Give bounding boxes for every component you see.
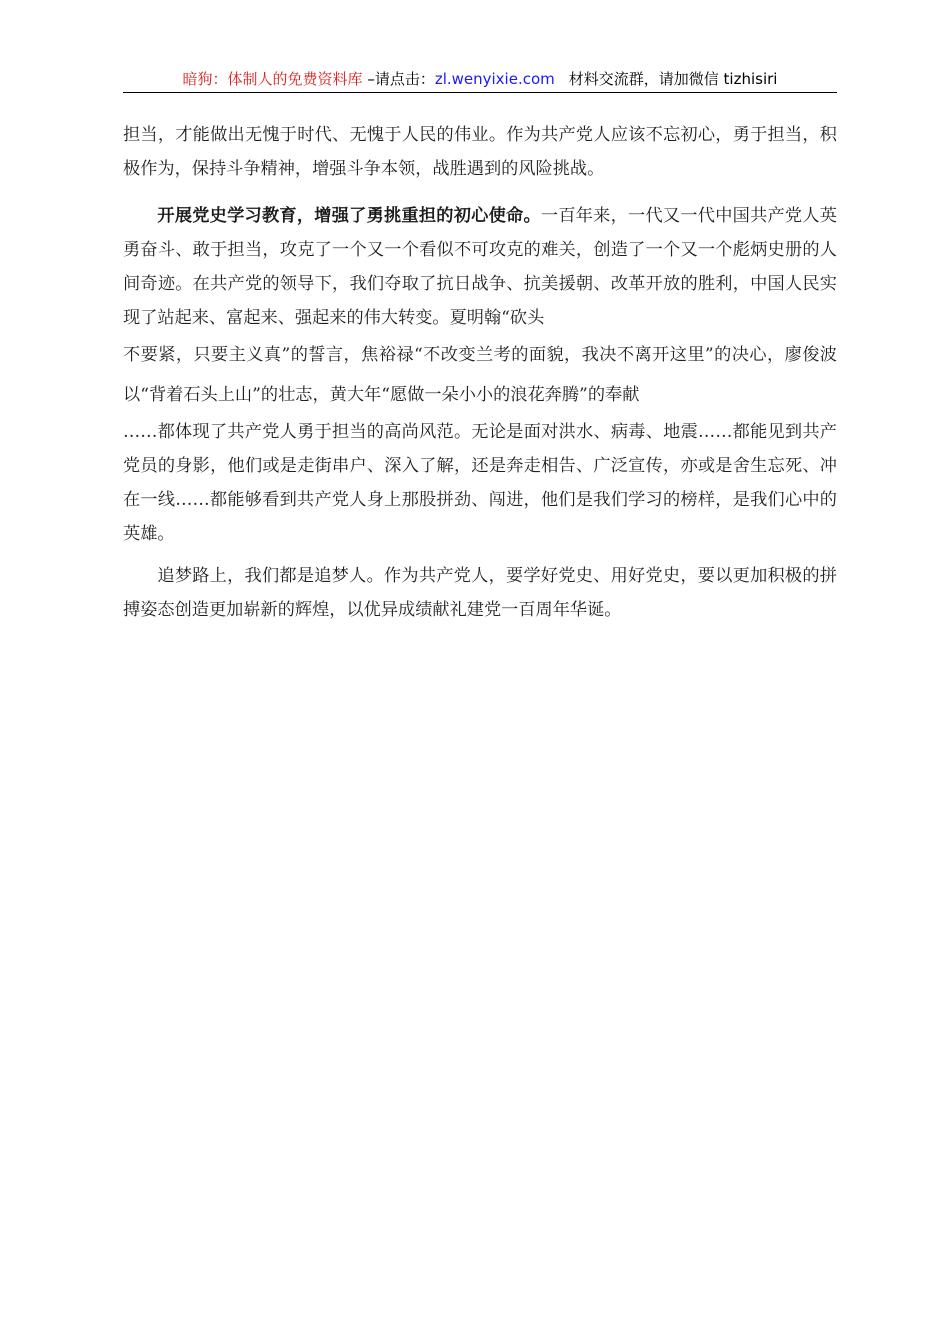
paragraph-2-lead: 开展党史学习教育，增强了勇挑重担的初心使命。 bbox=[157, 206, 541, 226]
header-brand: 暗狗：体制人的免费资料库 bbox=[182, 70, 363, 88]
paragraph-2-part-1 bbox=[123, 199, 837, 335]
paragraph-2-text-2: 不要紧，只要主义真”的誓言，焦裕禄“不改变兰考的面貌，我决不离开这里”的决心，廖俊波以“背着石头上山”的壮志，黄大年“愿做一朵小小的浪花奔腾”的奉献 bbox=[123, 345, 837, 405]
paragraph-3: 追梦路上，我们都是追梦人。作为共产党人，要学好党史、用好党史，要以更加积极的拼搏姿态创造更加崭新的辉煌，以优异成绩献礼建党一百周年华诞。 bbox=[123, 566, 837, 620]
paragraph-2-text-3: ……都体现了共产党人勇于担当的高尚风范。无论是面对洪水、病毒、地震……都能见到共产党员的身影，他们或是走街串户、深入了解，还是奔走相告、广泛宣传，亦或是舍生忘死、冲在一线……都能够看到共产党人身上那股拼劲、闯进，他们是我们学习的榜样，是我们心中的英雄。 bbox=[123, 422, 837, 544]
paragraph-2-part-3 bbox=[123, 415, 837, 551]
page-header bbox=[123, 68, 837, 93]
header-prompt: –请点击： bbox=[362, 70, 435, 88]
paragraph-2-part-2 bbox=[123, 335, 837, 415]
paragraph-1: 担当，才能做出无愧于时代、无愧于人民的伟业。作为共产党人应该不忘初心，勇于担当，积极作为，保持斗争精神，增强斗争本领，战胜遇到的风险挑战。 bbox=[123, 125, 837, 179]
header-group-note: 材料交流群，请加微信 tizhisiri bbox=[568, 70, 778, 88]
header-url-link[interactable]: zl.wenyixie.com bbox=[434, 70, 555, 88]
paragraph-2-text-1: 一百年来，一代又一代中国共产党人英勇奋斗、敢于担当，攻克了一个又一个看似不可攻克的难关，创造了一个又一个彪炳史册的人间奇迹。在共产党的领导下，我们夺取了抗日战争、抗美援朝、改革开放的胜利，中国人民实现了站起来、富起来、强起来的伟大转变。夏明翰“砍头 bbox=[123, 206, 837, 328]
document-body bbox=[123, 118, 837, 627]
